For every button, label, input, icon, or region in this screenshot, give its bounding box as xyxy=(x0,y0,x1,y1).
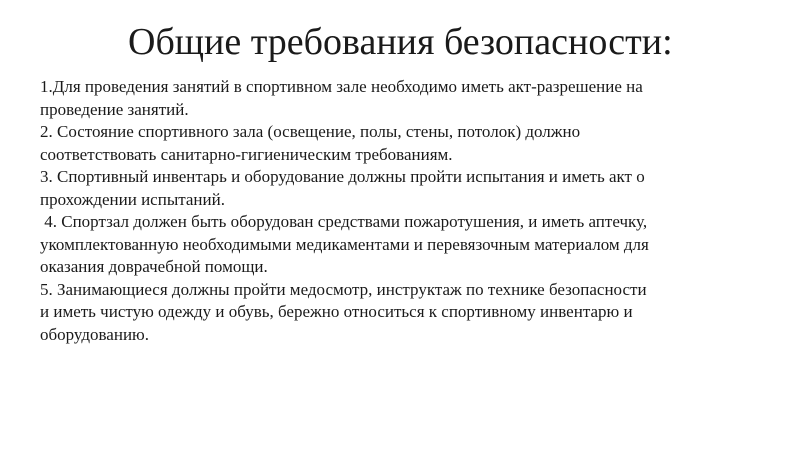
requirement-line: укомплектованную необходимыми медикаментами и перевязочным материалом для xyxy=(40,234,649,254)
slide-title: Общие требования безопасности: xyxy=(128,21,673,63)
requirement-line: оказания доврачебной помощи. xyxy=(40,257,268,276)
requirement-line: 3. Спортивный инвентарь и оборудование должны пройти испытания и иметь акт о xyxy=(40,167,645,186)
requirement-item-3 xyxy=(40,166,780,211)
requirement-item-4 xyxy=(40,211,780,278)
requirement-line: 2. Состояние спортивного зала (освещение, полы, стены, потолок) должно xyxy=(40,122,581,141)
requirement-line: оборудованию. xyxy=(40,324,149,344)
requirement-line: 5. Занимающиеся должны пройти медосмотр, инструктаж по технике безопасности xyxy=(40,279,647,299)
requirement-line: и иметь чистую одежду и обувь, бережно относиться к спортивному инвентарю и xyxy=(40,302,633,321)
requirement-line: 4. Спортзал должен быть оборудован средствами пожаротушения, и иметь аптечку, xyxy=(40,212,648,231)
requirement-line: 1.Для проведения занятий в спортивном зале необходимо иметь акт-разрешение на xyxy=(40,77,643,96)
requirement-item-2 xyxy=(40,121,780,166)
requirement-item-1 xyxy=(40,76,780,121)
requirement-line: соответствовать санитарно-гигиеническим требованиям. xyxy=(40,144,453,164)
requirements-list xyxy=(40,76,780,346)
requirement-item-5 xyxy=(40,279,780,346)
requirement-line: проведение занятий. xyxy=(40,99,189,119)
requirement-line: прохождении испытаний. xyxy=(40,189,225,209)
